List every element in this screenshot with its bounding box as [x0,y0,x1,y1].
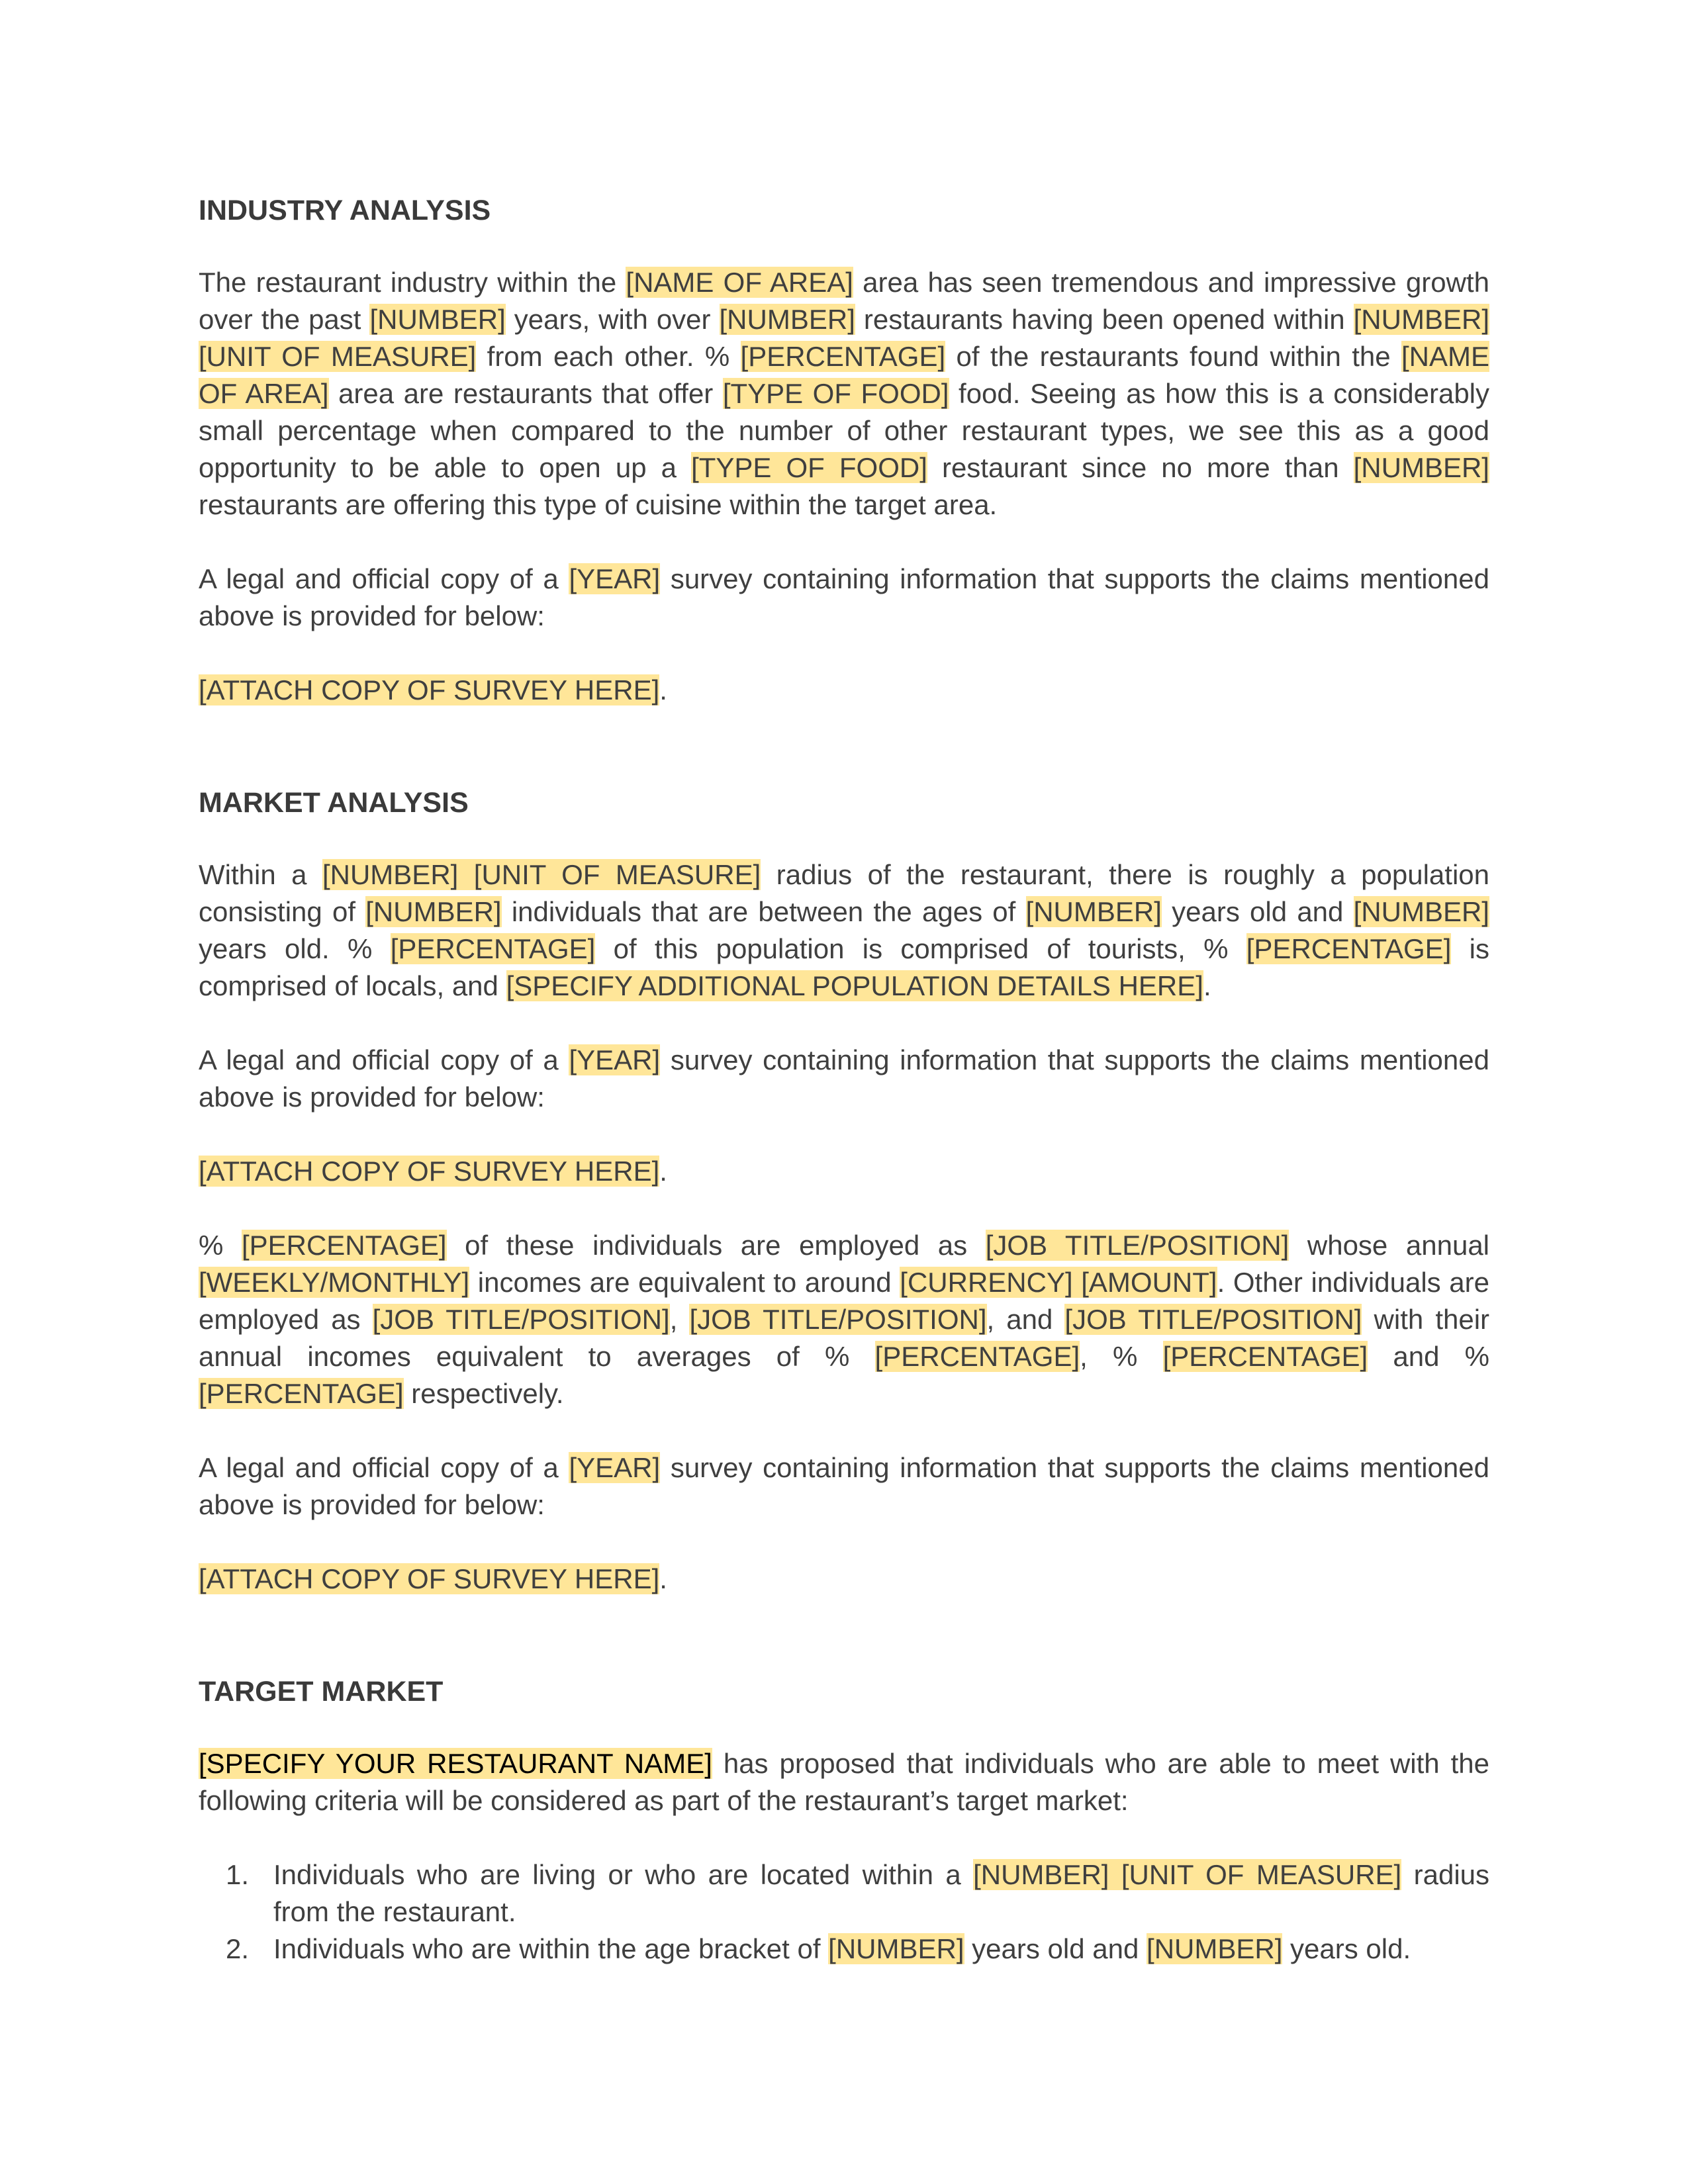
body-text: restaurants having been opened within [855,304,1354,335]
body-text: A legal and official copy of a [199,1452,569,1483]
body-text: restaurant since no more than [927,452,1354,483]
list-number-text: 2. [226,1933,250,1964]
placeholder-field: [YEAR] [569,563,661,594]
body-text: incomes are equivalent to around [469,1267,900,1298]
placeholder-field: [YEAR] [569,1044,661,1075]
body-text: . Other individuals are employed as [199,1267,1489,1335]
body-text: years old and [964,1933,1147,1964]
placeholder-field: [NAME OF AREA] [199,341,1489,409]
market-survey-paragraph-1 [199,1042,1489,1116]
placeholder-field: [JOB TITLE/POSITION] [1064,1304,1362,1335]
body-text: whose annual [1289,1230,1490,1261]
body-text: Individuals who are living or who are located within a [273,1859,974,1890]
body-text: restaurants are offering this type of cuisine within the target area. [199,489,998,520]
placeholder-field: [PERCENTAGE] [740,341,946,372]
body-text: of these individuals are employed as [446,1230,986,1261]
market-analysis-heading: MARKET ANALYSIS [199,787,469,819]
placeholder-field: [NUMBER] [1353,896,1489,927]
body-text: , % [1080,1341,1163,1372]
placeholder-field: [NUMBER] [719,304,855,335]
placeholder-field: [NUMBER] [828,1933,964,1964]
body-text: of this population is comprised of tourists, % [595,933,1246,964]
placeholder-field: [WEEKLY/MONTHLY] [199,1267,470,1298]
placeholder-field: [SPECIFY YOUR RESTAURANT NAME] [199,1748,712,1779]
list-number-text: 1. [226,1859,250,1890]
body-text: area are restaurants that offer [328,378,723,409]
target-criteria-list [199,1856,1489,1968]
placeholder-field: [PERCENTAGE] [874,1341,1080,1372]
body-text: years old and [1161,896,1354,927]
placeholder-field: [YEAR] [569,1452,661,1483]
body-text: survey containing information that supports the claims mentioned above is provided for below: [199,1452,1489,1520]
placeholder-field: [NUMBER] [UNIT OF MEASURE] [973,1859,1402,1890]
body-text: with their annual incomes equivalent to averages of % [199,1304,1490,1372]
body-text: is comprised of locals, and [199,933,1489,1001]
body-text: A legal and official copy of a [199,1044,569,1075]
market-attach-survey-2 [199,1561,1489,1598]
placeholder-field: [PERCENTAGE] [1162,1341,1368,1372]
body-text: years, with over [505,304,720,335]
market-survey-paragraph-2 [199,1449,1489,1524]
target-market-paragraph [199,1745,1489,1819]
criteria-item [199,1856,1489,1931]
placeholder-field: [PERCENTAGE] [199,1378,404,1409]
industry-paragraph-1 [199,264,1489,523]
body-text: respectively. [403,1378,564,1409]
body-text: A legal and official copy of a [199,563,569,594]
body-text: The restaurant industry within the [199,267,626,298]
placeholder-field: [ATTACH COPY OF SURVEY HERE] [199,1563,660,1594]
body-text: and % [1368,1341,1489,1372]
body-text: years old. [1282,1933,1411,1964]
placeholder-field: [TYPE OF FOOD] [722,378,949,409]
body-text: survey containing information that supports the claims mentioned above is provided for below: [199,1044,1489,1113]
placeholder-field: [CURRENCY] [AMOUNT] [900,1267,1217,1298]
placeholder-field: [ATTACH COPY OF SURVEY HERE] [199,1156,660,1187]
placeholder-field: [PERCENTAGE] [241,1230,447,1261]
list-number [199,1931,273,1968]
placeholder-field: [NUMBER] [1353,452,1489,483]
body-text: . [659,674,667,705]
placeholder-field: [PERCENTAGE] [1246,933,1452,964]
placeholder-field: [TYPE OF FOOD] [691,452,927,483]
industry-analysis-heading: INDUSTRY ANALYSIS [199,195,491,226]
body-text: , [669,1304,690,1335]
target-market-heading: TARGET MARKET [199,1676,444,1707]
market-attach-survey-1 [199,1153,1489,1190]
body-text: . [659,1156,667,1187]
body-text: years old. % [199,933,391,964]
body-text: % [199,1230,242,1261]
body-text: has proposed that individuals who are able to meet with the following criteria will be considered as part of the restaurant’s target market: [199,1748,1489,1816]
criteria-text [273,1931,1489,1968]
body-text: Within a [199,859,322,890]
section-spacer [199,746,1489,784]
placeholder-field: [NUMBER] [1353,304,1489,335]
section-spacer [199,1635,1489,1673]
body-text: individuals that are between the ages of [501,896,1026,927]
criteria-text [273,1856,1489,1931]
placeholder-field: [NUMBER] [UNIT OF MEASURE] [322,859,761,890]
industry-attach-survey [199,672,1489,709]
market-employment-paragraph [199,1227,1489,1412]
placeholder-field: [UNIT OF MEASURE] [199,341,477,372]
body-text: Individuals who are within the age bracket of [273,1933,829,1964]
placeholder-field: [JOB TITLE/POSITION] [689,1304,987,1335]
placeholder-field: [SPECIFY ADDITIONAL POPULATION DETAILS HERE] [506,970,1203,1001]
placeholder-field: [JOB TITLE/POSITION] [372,1304,670,1335]
body-text: . [659,1563,667,1594]
body-text: from each other. % [476,341,741,372]
market-paragraph-1 [199,856,1489,1005]
placeholder-field: [PERCENTAGE] [390,933,596,964]
body-text: survey containing information that supports the claims mentioned above is provided for below: [199,563,1489,631]
body-text: radius from the restaurant. [273,1859,1490,1927]
placeholder-field: [NUMBER] [1025,896,1162,927]
placeholder-field: [JOB TITLE/POSITION] [985,1230,1289,1261]
body-text: radius of the restaurant, there is roughly a population consisting of [199,859,1489,927]
body-text: area has seen tremendous and impressive growth over the past [199,267,1489,335]
placeholder-field: [NUMBER] [1147,1933,1283,1964]
body-text: , and [986,1304,1065,1335]
placeholder-field: [ATTACH COPY OF SURVEY HERE] [199,674,660,705]
body-text: . [1203,970,1211,1001]
placeholder-field: [NUMBER] [369,304,506,335]
body-text: of the restaurants found within the [945,341,1401,372]
body-text: food. Seeing as how this is a considerably small percentage when compared to the number of other restaurant types, we see this as a good opportunity to be able to open up a [199,378,1490,483]
industry-survey-paragraph [199,561,1489,635]
placeholder-field: [NUMBER] [365,896,502,927]
document-page [199,192,1489,1968]
criteria-item [199,1931,1489,1968]
placeholder-field: [NAME OF AREA] [626,267,853,298]
list-number [199,1856,273,1931]
